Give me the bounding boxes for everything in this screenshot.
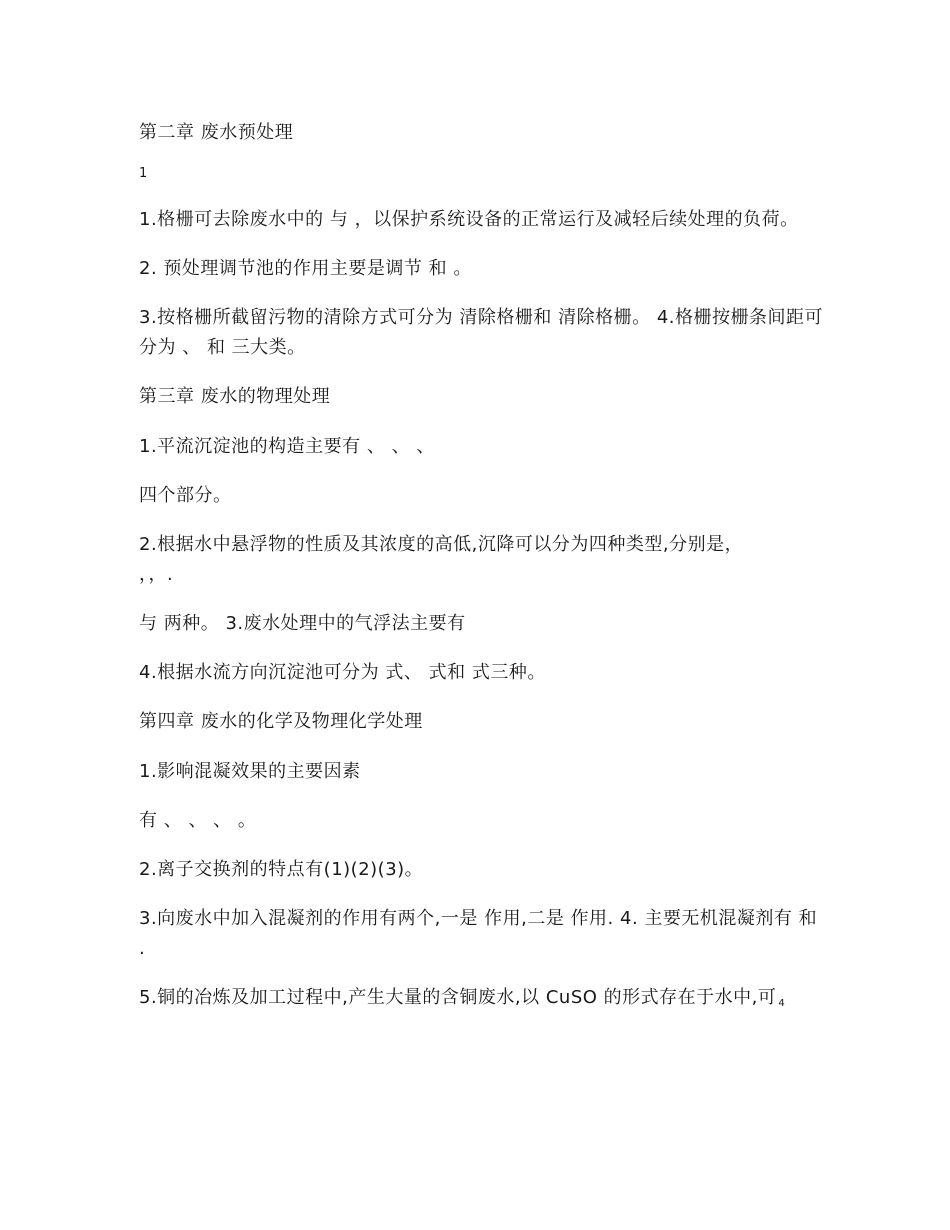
ch3-question-1-line-1: 1.平流沉淀池的构造主要有 、 、 、 (139, 436, 435, 457)
ch3-question-2-line-1: 2.根据水中悬浮物的性质及其浓度的高低,沉降可以分为四种类型,分别是， (139, 534, 744, 555)
ch3-question-1-line-2: 四个部分。 (139, 485, 232, 506)
chapter-3-title: 第三章 废水的物理处理 (139, 386, 331, 407)
ch2-question-3-4: 3.按格栅所截留污物的清除方式可分为 清除格栅和 清除格栅。 4.格栅按栅条间距可分为 、 和 三大类。 (139, 307, 824, 358)
chapter-4-title: 第四章 废水的化学及物理化学处理 (139, 711, 423, 732)
ch4-question-1-line-1: 1.影响混凝效果的主要因素 (139, 761, 361, 782)
ch4-question-1-line-2: 有 、 、 、 。 (139, 810, 257, 831)
ch3-question-2-line-2: ，，. (139, 564, 174, 585)
chapter-2-title: 第二章 废水预处理 (139, 122, 294, 143)
ch2-question-1: 1.格栅可去除废水中的 与 ，以保护系统设备的正常运行及减轻后续处理的负荷。 (139, 209, 799, 230)
ch3-question-2-3-line-3: 与 两种。 3.废水处理中的气浮法主要有 (139, 613, 466, 634)
subscript-4: 4 (778, 998, 786, 1009)
chapter-2-number: 1 (139, 166, 148, 181)
document-page (139, 118, 829, 1038)
ch3-question-4: 4.根据水流方向沉淀池可分为 式、 式和 式三种。 (139, 662, 546, 683)
ch4-question-3-4: 3.向废水中加入混凝剂的作用有两个,一是 作用,二是 作用. 4. 主要无机混凝剂有 和 . (139, 908, 818, 959)
ch4-question-2: 2.离子交换剂的特点有(1)(2)(3)。 (139, 859, 424, 880)
ch2-question-2: 2. 预处理调节池的作用主要是调节 和 。 (139, 258, 472, 279)
ch4-question-5-text: 5.铜的冶炼及加工过程中,产生大量的含铜废水,以 CuSO 的形式存在于水中,可 (139, 987, 777, 1008)
ch4-question-5 (139, 983, 829, 1019)
